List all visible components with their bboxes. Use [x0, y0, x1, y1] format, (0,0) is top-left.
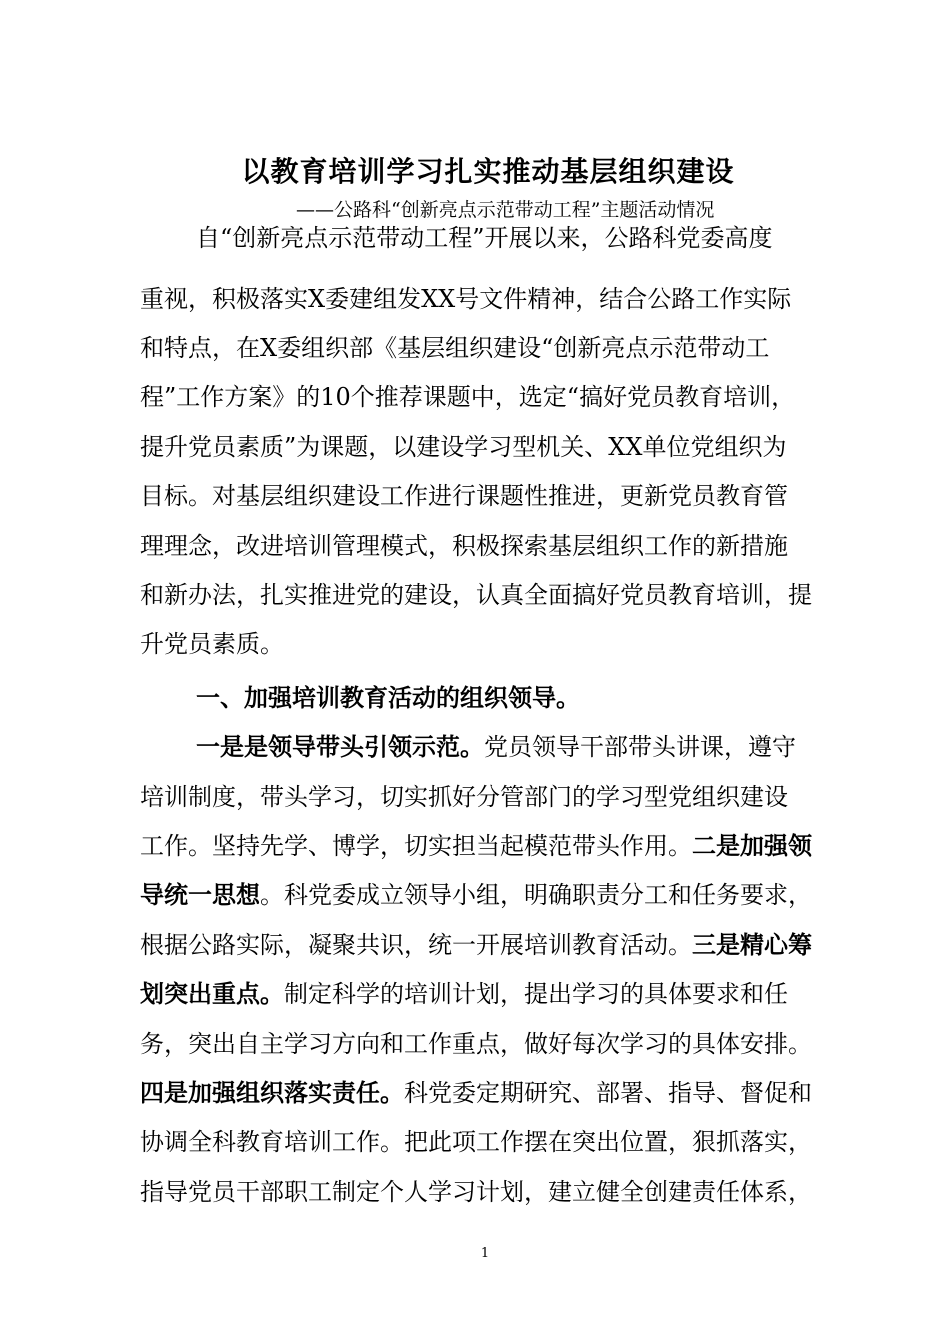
body-line-1	[196, 723, 840, 771]
intro-line-4: 程”工作方案》的10个推荐课题中，选定“搞好党员教育培训，	[140, 383, 796, 411]
body-line-5	[140, 921, 840, 969]
body-line-2: 培训制度，带头学习，切实抓好分管部门的学习型党组织建设	[140, 783, 788, 811]
body-line-7: 务，突出自主学习方向和工作重点，做好每次学习的具体安排。	[140, 1030, 812, 1058]
body-line-3-text: 工作。坚持先学、博学，切实担当起模范带头作用。	[140, 832, 692, 860]
body-line-4-bold: 导统一思想	[140, 880, 260, 909]
intro-line-8: 和新办法，扎实推进党的建设，认真全面搞好党员教育培训，提	[140, 581, 812, 609]
body-line-6	[140, 970, 840, 1018]
body-line-10: 指导党员干部职工制定个人学习计划，建立健全创建责任体系，	[140, 1178, 812, 1206]
body-line-1-bold: 一是是领导带头引领示范。	[196, 732, 484, 761]
body-line-6-text: 制定科学的培训计划，提出学习的具体要求和任	[284, 980, 788, 1008]
body-line-6-bold: 划突出重点。	[140, 979, 284, 1008]
body-line-9: 协调全科教育培训工作。把此项工作摆在突出位置，狠抓落实，	[140, 1128, 812, 1156]
document-title: 以教育培训学习扎实推动基层组织建设	[241, 155, 735, 188]
intro-line-6: 目标。对基层组织建设工作进行课题性推进，更新党员教育管	[140, 482, 788, 510]
document-subtitle: ——公路科“创新亮点示范带动工程”主题活动情况	[296, 199, 715, 221]
intro-line-3: 和特点，在X委组织部《基层组织建设“创新亮点示范带动工	[140, 334, 770, 362]
body-line-5-bold: 三是精心筹	[692, 930, 812, 959]
body-line-8	[140, 1069, 840, 1117]
intro-line-2: 重视，积极落实X委建组发XX号文件精神，结合公路工作实际	[140, 285, 792, 313]
body-line-3-bold: 二是加强领	[692, 831, 812, 860]
intro-line-1: 自“创新亮点示范带动工程”开展以来，公路科党委高度	[196, 224, 773, 252]
body-line-8-text: 科党委定期研究、部署、指导、督促和	[404, 1079, 812, 1107]
body-line-4-text: 。科党委成立领导小组，明确职责分工和任务要求，	[260, 881, 812, 909]
page-number: 1	[480, 1246, 490, 1261]
intro-line-7: 理理念，改进培训管理模式，积极探索基层组织工作的新措施	[140, 532, 788, 560]
body-line-4	[140, 871, 840, 919]
intro-line-9: 升党员素质。	[140, 630, 284, 658]
body-line-3	[140, 822, 840, 870]
body-line-5-text: 根据公路实际，凝聚共识，统一开展培训教育活动。	[140, 931, 692, 959]
body-line-8-bold: 四是加强组织落实责任。	[140, 1078, 404, 1107]
intro-line-5: 提升党员素质”为课题，以建设学习型机关、XX单位党组织为	[140, 433, 787, 461]
body-line-1-text: 党员领导干部带头讲课，遵守	[484, 733, 796, 761]
section-heading: 一、加强培训教育活动的组织领导。	[196, 683, 580, 712]
